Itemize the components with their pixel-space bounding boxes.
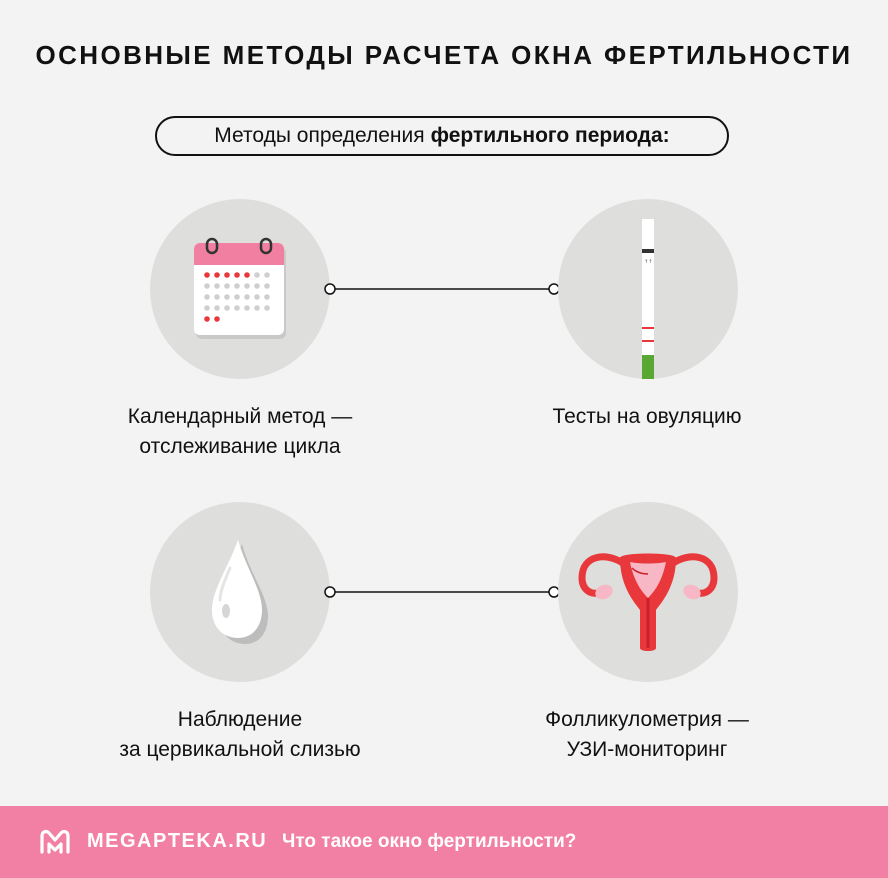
connector-row1 — [322, 281, 562, 297]
footer-bar — [0, 806, 888, 878]
subtitle-pill — [155, 116, 729, 156]
subtitle-prefix: Методы определения — [214, 124, 425, 147]
caption-ultrasound — [467, 705, 827, 765]
megapteka-logo-icon[interactable] — [38, 828, 72, 856]
page-title: ОСНОВНЫЕ МЕТОДЫ РАСЧЕТА ОКНА ФЕРТИЛЬНОСТИ — [35, 40, 853, 70]
caption-ultrasound-line2: УЗИ-мониторинг — [566, 738, 728, 761]
calendar-icon — [150, 199, 330, 379]
caption-test — [467, 402, 827, 432]
subtitle-bold: фертильного периода: — [430, 124, 670, 147]
drop-icon — [150, 502, 330, 682]
caption-calendar-line1: Календарный метод — — [127, 405, 353, 428]
uterus-icon — [558, 502, 738, 682]
ovulation-test-icon — [558, 199, 738, 379]
caption-mucus — [60, 705, 420, 765]
brand-name[interactable]: MEGAPTEKA.RU — [87, 830, 268, 852]
uterus-circle — [558, 502, 738, 682]
caption-mucus-line2: за цервикальной слизью — [119, 738, 361, 761]
test-circle — [558, 199, 738, 379]
caption-mucus-line1: Наблюдение — [177, 708, 303, 731]
caption-calendar — [60, 402, 420, 462]
connector-row2 — [322, 584, 562, 600]
article-link[interactable]: Что такое окно фертильности? — [282, 831, 577, 852]
caption-ultrasound-line1: Фолликулометрия — — [545, 708, 749, 731]
caption-calendar-line2: отслеживание цикла — [139, 435, 341, 458]
drop-circle — [150, 502, 330, 682]
caption-test-line1: Тесты на овуляцию — [552, 405, 742, 428]
svg-text:↑↑: ↑↑ — [644, 259, 653, 265]
calendar-circle — [150, 199, 330, 379]
